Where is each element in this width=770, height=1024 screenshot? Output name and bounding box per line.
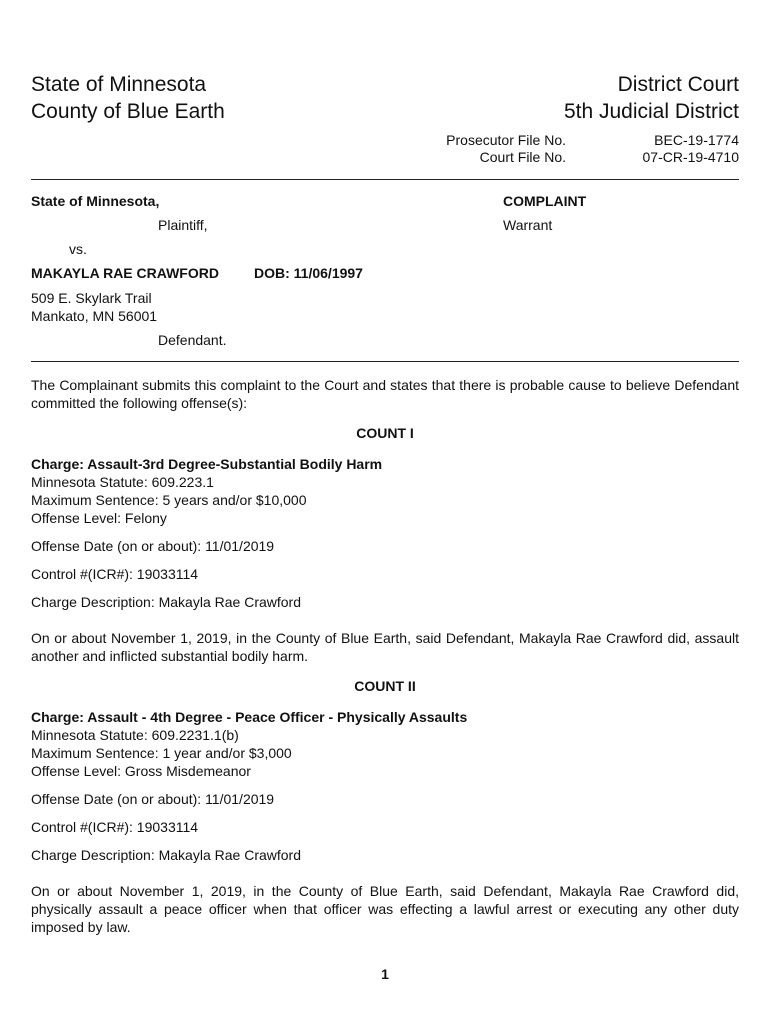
offense-level-text: Offense Level: Felony [31,510,167,526]
max-sentence-text: Maximum Sentence: 1 year and/or $3,000 [31,745,292,761]
statute-text: Minnesota Statute: 609.223.1 [31,474,214,490]
header-divider [31,179,739,180]
header-county: County of Blue Earth [31,100,225,123]
charge-description-text: Charge Description: Makayla Rae Crawford [31,594,301,610]
prosecutor-file-value: BEC-19-1774 [654,132,739,148]
count-narrative: On or about November 1, 2019, in the County of Blue Earth, said Defendant, Makayla Rae Crawford did, physically assault a peace officer when that officer was effecting a lawful arrest or executing any other duty imposed by law. [31,883,739,935]
defendant-label: Defendant. [158,332,227,348]
document-type: COMPLAINT [503,193,587,209]
versus-text: vs. [69,241,87,257]
defendant-name: MAKAYLA RAE CRAWFORD [31,265,219,281]
control-number-text: Control #(ICR#): 19033114 [31,819,199,835]
header-court: District Court [617,73,739,96]
court-file-value: 07-CR-19-4710 [642,149,739,165]
plaintiff-label: Plaintiff, [158,217,208,233]
charge-description-text: Charge Description: Makayla Rae Crawford [31,847,301,863]
header-district: 5th Judicial District [563,100,739,123]
statute-text: Minnesota Statute: 609.2231.1(b) [31,727,239,743]
page-number: 1 [381,966,389,982]
offense-date-text: Offense Date (on or about): 11/01/2019 [31,791,275,807]
intro-paragraph: The Complainant submits this complaint to the Court and states that there is probable cause to believe Defendant committed the following offense(s): [31,377,739,411]
plaintiff-name: State of Minnesota, [31,193,160,209]
count-title: COUNT II [354,678,416,694]
offense-level-text: Offense Level: Gross Misdemeanor [31,763,251,779]
document-subtype: Warrant [503,217,553,233]
court-file-label: Court File No. [479,149,566,165]
defendant-address-line2: Mankato, MN 56001 [31,308,158,324]
offense-date-text: Offense Date (on or about): 11/01/2019 [31,538,275,554]
caption-divider [31,361,739,362]
header-state: State of Minnesota [31,73,207,96]
count-narrative: On or about November 1, 2019, in the County of Blue Earth, said Defendant, Makayla Rae Crawford did, assault another and inflicted substantial bodily harm. [31,630,739,664]
defendant-address-line1: 509 E. Skylark Trail [31,290,152,306]
charge-text: Charge: Assault-3rd Degree-Substantial Bodily Harm [31,456,383,472]
count-title: COUNT I [356,425,414,441]
defendant-dob: DOB: 11/06/1997 [254,265,363,281]
max-sentence-text: Maximum Sentence: 5 years and/or $10,000 [31,492,307,508]
prosecutor-file-label: Prosecutor File No. [446,132,566,148]
charge-text: Charge: Assault - 4th Degree - Peace Officer - Physically Assaults [31,709,468,725]
control-number-text: Control #(ICR#): 19033114 [31,566,199,582]
